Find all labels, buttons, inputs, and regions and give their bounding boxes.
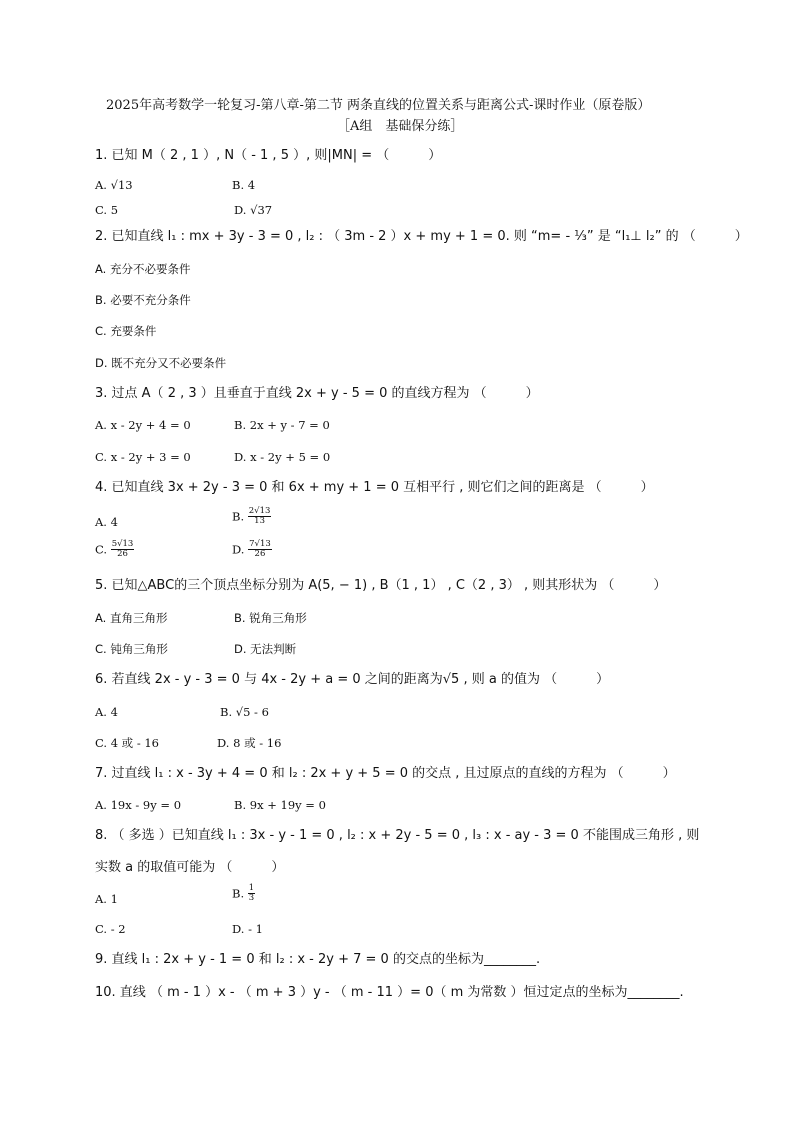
q2-option-b: B. 必要不充分条件 <box>95 293 191 307</box>
question-5-stem: 5. 已知△ABC的三个顶点坐标分别为 A(5, − 1) , B（1 , 1） , C（2 , 3） , 则其形状为 （ ） <box>95 578 667 593</box>
q5-option-b: B. 锐角三角形 <box>234 611 307 625</box>
q8-option-a: A. 1 <box>95 892 118 906</box>
q5-option-c: C. 钝角三角形 <box>95 642 168 656</box>
question-7-stem: 7. 过直线 l₁ : x - 3y + 4 = 0 和 l₂ : 2x + y + 5 = 0 的交点 , 且过原点的直线的方程为 （ ） <box>95 766 676 781</box>
question-8-stem-line-1: 8. （ 多选 ）已知直线 l₁ : 3x - y - 1 = 0 , l₂ : x + 2y - 5 = 0 , l₃ : x - ay - 3 = 0 不能围成三角形 , 则 <box>95 828 700 843</box>
q6-option-a: A. 4 <box>95 705 118 719</box>
q8-option-d: D. - 1 <box>232 922 263 936</box>
q2-option-d: D. 既不充分又不必要条件 <box>95 356 227 370</box>
q1-option-b: B. 4 <box>232 178 256 192</box>
q4-option-c-fraction <box>111 540 135 559</box>
q4-b-numerator: 2√13 <box>248 506 271 516</box>
q8-option-b-fraction <box>248 884 255 903</box>
q8-option-b <box>232 884 255 903</box>
q2-option-c: C. 充要条件 <box>95 324 157 338</box>
question-10-stem: 10. 直线 （ m - 1 ）x - （ m + 3 ）y - （ m - 11 ）= 0（ m 为常数 ）恒过定点的坐标为________. <box>95 985 684 1000</box>
question-4-stem: 4. 已知直线 3x + 2y - 3 = 0 和 6x + my + 1 = 0 互相平行 , 则它们之间的距离是 （ ） <box>95 480 654 495</box>
q4-d-denominator: 26 <box>254 549 266 559</box>
q4-b-denominator: 13 <box>254 516 265 526</box>
q7-option-b: B. 9x + 19y = 0 <box>234 798 326 812</box>
question-9-stem: 9. 直线 l₁ : 2x + y - 1 = 0 和 l₂ : x - 2y + 7 = 0 的交点的坐标为________. <box>95 952 541 967</box>
q7-option-a: A. 19x - 9y = 0 <box>95 798 182 812</box>
q4-option-b-fraction <box>248 507 272 526</box>
question-1-stem: 1. 已知 M（ 2 , 1 ）, N（ - 1 , 5 ）, 则|MN| = （ ） <box>95 148 442 163</box>
q1-option-d: D. √37 <box>234 203 273 217</box>
q4-option-d-fraction <box>248 540 272 559</box>
q4-option-c-label: C. <box>95 542 108 557</box>
q8-b-denominator: 3 <box>248 893 255 903</box>
q6-option-b: B. √5 - 6 <box>220 705 269 719</box>
q4-option-c <box>95 540 134 559</box>
question-2-stem: 2. 已知直线 l₁ : mx + 3y - 3 = 0 , l₂ : （ 3m - 2 ）x + my + 1 = 0. 则 “m= - ⅓” 是 “l₁⊥ l₂” 的 （ ） <box>95 229 748 244</box>
q1-option-a: A. √13 <box>95 178 133 192</box>
q4-option-d <box>232 540 272 559</box>
q8-b-numerator: 1 <box>248 883 255 893</box>
q3-option-c: C. x - 2y + 3 = 0 <box>95 450 191 464</box>
q3-option-b: B. 2x + y - 7 = 0 <box>234 418 330 432</box>
question-6-stem: 6. 若直线 2x - y - 3 = 0 与 4x - 2y + a = 0 之间的距离为√5 , 则 a 的值为 （ ） <box>95 672 610 687</box>
q4-option-b <box>232 507 271 526</box>
q5-option-a: A. 直角三角形 <box>95 611 168 625</box>
q4-option-a: A. 4 <box>95 515 118 529</box>
q5-option-d: D. 无法判断 <box>234 642 297 656</box>
q1-option-c: C. 5 <box>95 203 119 217</box>
q8-option-c: C. - 2 <box>95 922 126 936</box>
q4-option-b-label: B. <box>232 509 245 524</box>
q3-option-a: A. x - 2y + 4 = 0 <box>95 418 191 432</box>
q4-c-denominator: 26 <box>117 549 128 559</box>
group-heading: ［A组 基础保分练］ <box>337 119 464 134</box>
question-3-stem: 3. 过点 A（ 2 , 3 ）且垂直于直线 2x + y - 5 = 0 的直线方程为 （ ） <box>95 386 539 401</box>
q8-option-b-label: B. <box>232 886 245 901</box>
q4-d-numerator: 7√13 <box>249 539 271 549</box>
question-8-stem-line-2: 实数 a 的取值可能为 （ ） <box>95 860 285 875</box>
document-title: 2025年高考数学一轮复习-第八章-第二节 两条直线的位置关系与距离公式-课时作业（原卷版） <box>106 98 651 113</box>
q6-option-c: C. 4 或 - 16 <box>95 736 160 750</box>
q6-option-d: D. 8 或 - 16 <box>217 736 282 750</box>
q4-option-d-label: D. <box>232 542 245 557</box>
q4-c-numerator: 5√13 <box>111 539 134 549</box>
q2-option-a: A. 充分不必要条件 <box>95 262 191 276</box>
q3-option-d: D. x - 2y + 5 = 0 <box>234 450 331 464</box>
